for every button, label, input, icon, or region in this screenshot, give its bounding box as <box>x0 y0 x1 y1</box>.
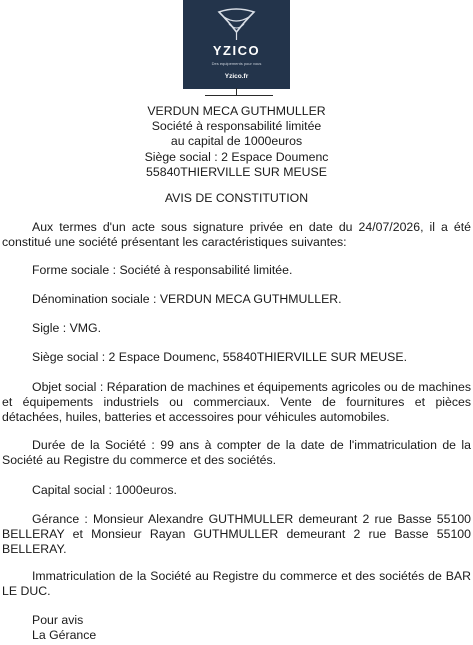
forme-sociale: Forme sociale : Société à responsabilité limitée. <box>32 263 293 277</box>
duree-paragraph: Durée de la Société : 99 ans à compter de la date de l'immatriculation de la Société au Registre du commerce et des sociétés. <box>2 438 471 468</box>
company-capital: au capital de 1000euros <box>170 134 303 149</box>
logo-url: Yzico.fr <box>224 73 249 80</box>
intro-paragraph: Aux termes d'un acte sous signature privée en date du 24/07/2026, il a été constitué une société présentant les caractéristiques suivantes: <box>2 220 471 250</box>
company-header <box>0 104 473 180</box>
company-logo <box>183 0 290 89</box>
company-seat: Siège social : 2 Espace Doumenc <box>144 149 329 164</box>
logo-wordmark: YZICO <box>212 43 261 58</box>
company-form: Société à responsabilité limitée <box>151 119 322 134</box>
capital-social: Capital social : 1000euros. <box>32 483 177 497</box>
header-divider <box>0 95 473 96</box>
immatriculation-paragraph: Immatriculation de la Société au Registre du commerce et des sociétés de BAR LE DUC. <box>2 569 471 599</box>
company-name: VERDUN MECA GUTHMULLER <box>147 104 326 118</box>
divider-line <box>205 95 273 96</box>
logo-tagline: Des equipements pour vous <box>211 61 262 66</box>
denomination-sociale: Dénomination sociale : VERDUN MECA GUTHMULLER. <box>32 292 342 306</box>
siege-social: Siège social : 2 Espace Doumenc, 55840THIERVILLE SUR MEUSE. <box>32 350 408 364</box>
yzico-logo-mark-icon <box>215 6 258 42</box>
company-city: 55840THIERVILLE SUR MEUSE <box>146 164 327 179</box>
objet-social-paragraph: Objet social : Réparation de machines et équipements agricoles ou de machines et équipements industriels ou commerciaux. Vente de fournitures et pièces détachées, huiles, batteries et accessoires pour véhicules automobiles. <box>2 380 471 425</box>
divider-tick <box>236 88 237 95</box>
closing-line: Pour avis <box>32 613 84 627</box>
signature-line: La Gérance <box>32 628 97 642</box>
sigle: Sigle : VMG. <box>32 321 102 335</box>
notice-title: AVIS DE CONSTITUTION <box>164 191 309 205</box>
gerance-paragraph: Gérance : Monsieur Alexandre GUTHMULLER demeurant 2 rue Basse 55100 BELLERAY et Monsieur Rayan GUTHMULLER demeurant 2 rue Basse 55100 BELLERAY. <box>2 512 471 557</box>
